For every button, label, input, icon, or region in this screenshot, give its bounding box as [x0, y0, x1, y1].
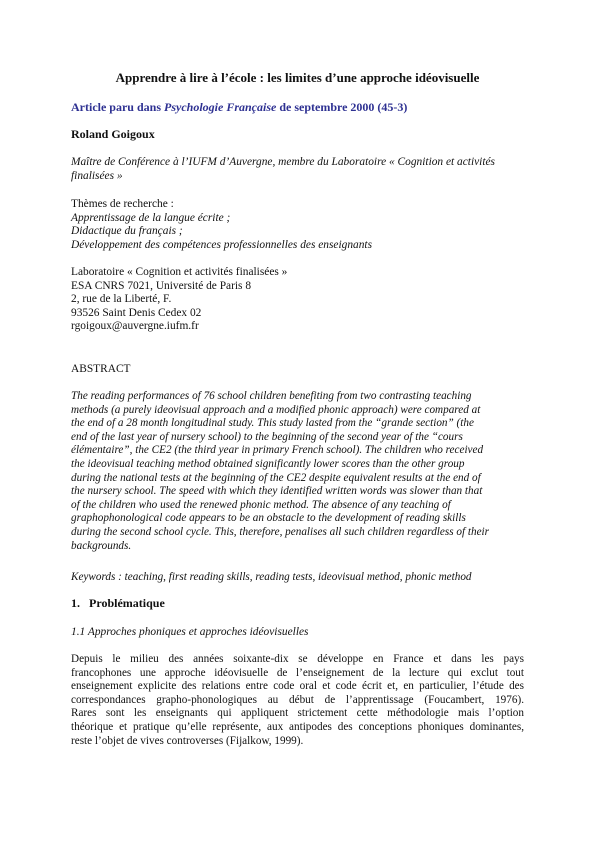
abstract-line: The reading performances of 76 school children benefiting from two contrasting teaching	[71, 390, 472, 402]
abstract-line: of the children who used the renewed phonic method. The absence of any teaching of	[71, 498, 451, 511]
body-line: enseignement explicite des relations entre code oral et code écrit et, en particulier, l’étude des	[71, 680, 524, 693]
article-suffix: de septembre 2000 (45-3)	[276, 100, 408, 114]
affiliation-line: Maître de Conférence à l’IUFM d’Auvergne, membre du Laboratoire « Cognition et activités	[71, 156, 495, 168]
body-line: francophones une approche idéovisuelle de l’enseignement de la lecture qui exclut tout	[71, 666, 524, 679]
section-title: Problématique	[89, 596, 165, 610]
article-prefix: Article paru dans	[71, 100, 164, 114]
abstract-heading: ABSTRACT	[71, 363, 131, 375]
theme-item: Didactique du français ;	[71, 225, 183, 238]
body-line: théorique et pratique qu’elle représente, aux antipodes des conceptions phoniques dominantes,	[71, 720, 524, 733]
abstract-line: end of the last year of nursery school) to the beginning of the second year of the “cours	[71, 430, 463, 443]
body-line: reste l’objet de vives controverses (Fijalkow, 1999).	[71, 734, 304, 747]
abstract-line: during the national tests at the beginning of the CE2 despite equivalent results at the end of	[71, 471, 481, 484]
laboratory-address	[71, 266, 524, 334]
article-reference	[71, 101, 524, 115]
abstract-line: methods (a purely ideovisual approach and a modified phonic approach) were compared at	[71, 403, 481, 416]
body-line: Depuis le milieu des années soixante-dix se développe en France et dans les pays	[71, 653, 524, 665]
subsection-heading: 1.1 Approches phoniques et approches idéovisuelles	[71, 626, 309, 638]
email-address: rgoigoux@auvergne.iufm.fr	[71, 320, 199, 333]
research-themes	[71, 198, 524, 252]
affiliation-line: finalisées »	[71, 169, 123, 182]
author-name: Roland Goigoux	[71, 127, 155, 141]
abstract-line: élémentaire”, the CE2 (the third year in primary French school). The children who received	[71, 444, 484, 457]
author-affiliation	[71, 156, 524, 183]
abstract-line: the ideovisual teaching method obtained significantly lower scores than the other group	[71, 457, 465, 470]
lab-line: ESA CNRS 7021, Université de Paris 8	[71, 279, 252, 292]
journal-name: Psychologie Française	[164, 100, 277, 114]
body-line: correspondances grapho-phonologiques au début de l’apprentissage (Foucambert, 1976).	[71, 693, 524, 706]
abstract-line: the end of a 28 month longitudinal study. This study lasted from the “grande section” (the	[71, 417, 474, 430]
theme-item: Apprentissage de la langue écrite ;	[71, 211, 231, 224]
abstract-line: graphophonological code appears to be an obstacle to the development of reading skills	[71, 512, 466, 525]
section-heading	[71, 597, 524, 611]
section-number: 1.	[71, 596, 80, 610]
theme-item: Développement des compétences professionnelles des enseignants	[71, 238, 373, 251]
body-paragraph	[71, 653, 524, 748]
abstract-line: during the second school cycle. This, therefore, penalises all such children regardless of their	[71, 525, 490, 538]
lab-line: 2, rue de la Liberté, F.	[71, 293, 172, 306]
abstract-line: backgrounds.	[71, 539, 132, 552]
keywords: Keywords : teaching, first reading skills, reading tests, ideovisual method, phonic method	[71, 571, 472, 583]
abstract-text	[71, 390, 524, 553]
lab-line: 93526 Saint Denis Cedex 02	[71, 306, 202, 319]
body-line: Rares sont les enseignants qui appliquent strictement cette méthodologie mais l’option	[71, 707, 524, 720]
themes-heading: Thèmes de recherche :	[71, 198, 174, 210]
abstract-line: the nursery school. The speed with which they identified written words was slower than that	[71, 485, 483, 498]
document-title: Apprendre à lire à l’école : les limites d’une approche idéovisuelle	[115, 70, 480, 85]
lab-line: Laboratoire « Cognition et activités finalisées »	[71, 266, 288, 278]
